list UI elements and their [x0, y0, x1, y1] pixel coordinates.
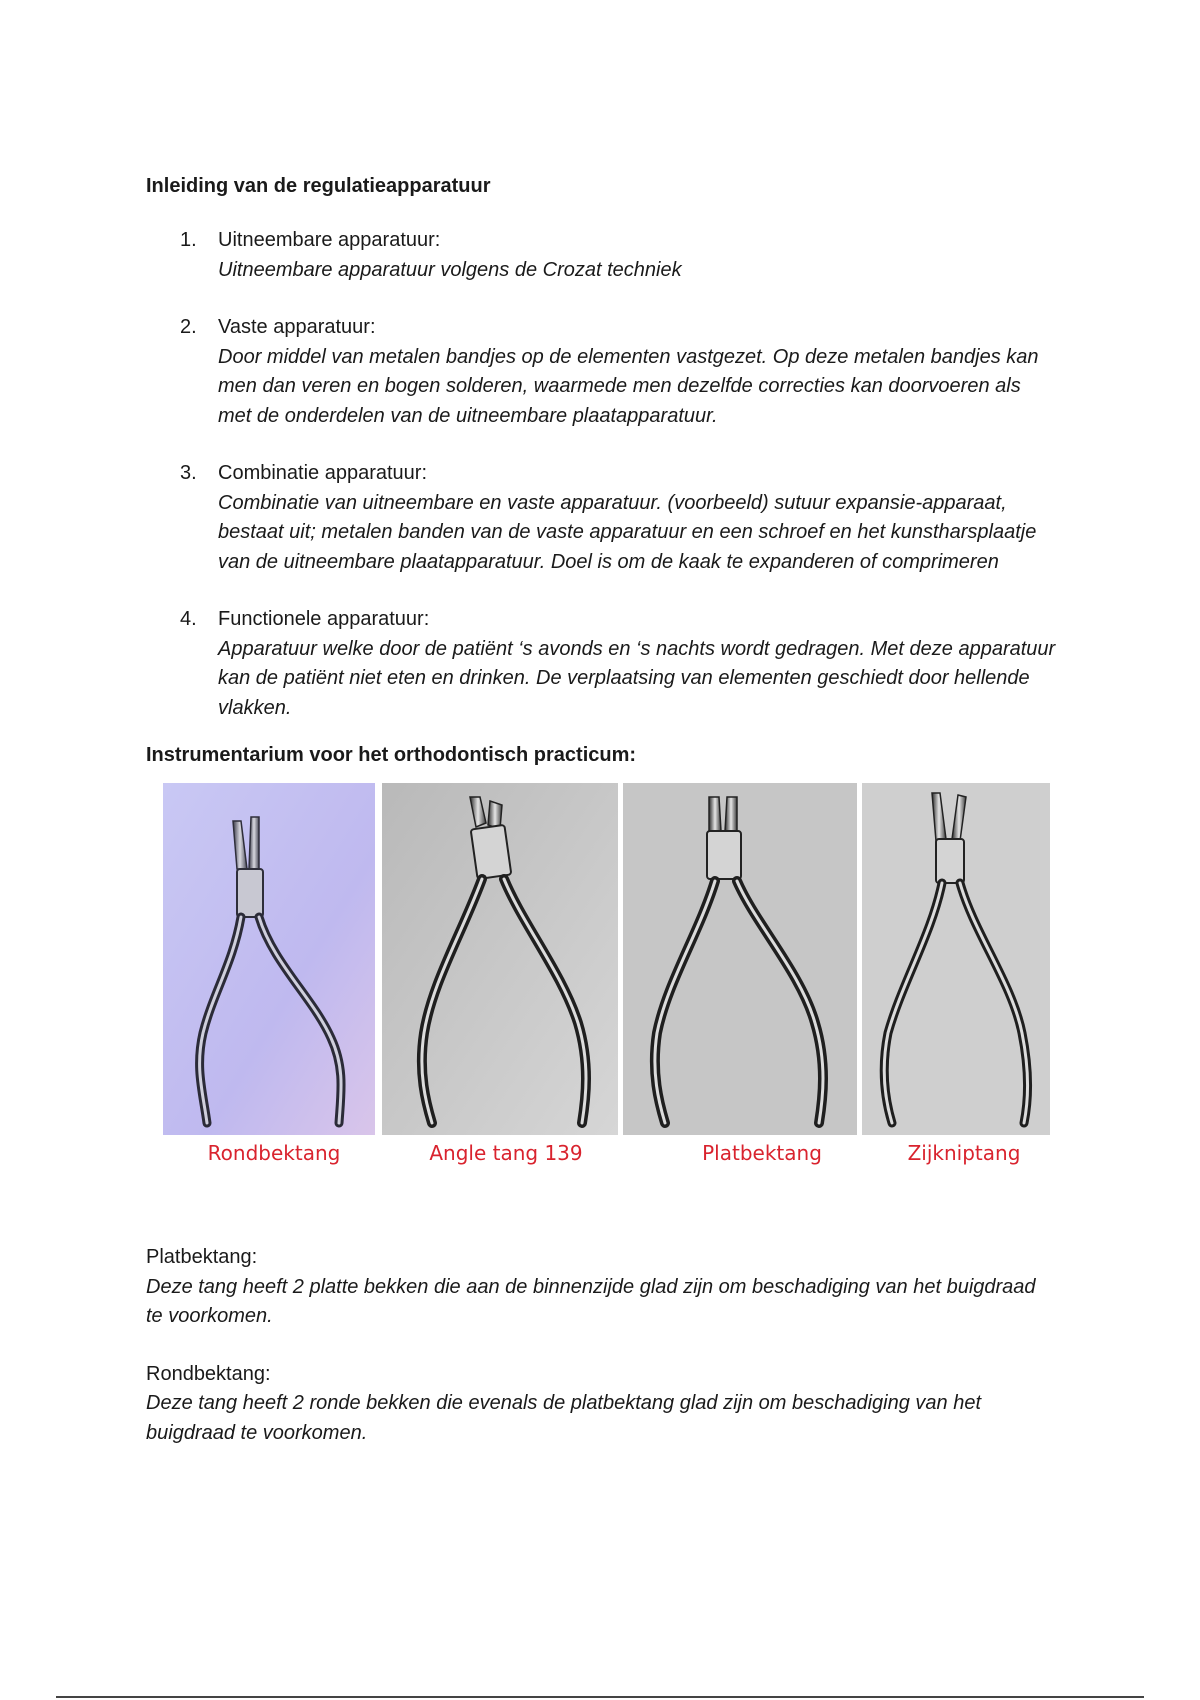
definition-title: Rondbektang:: [146, 1362, 271, 1385]
definition-text: Deze tang heeft 2 platte bekken die aan de binnenzijde glad zijn om beschadiging van het buigdraad te voorkomen.: [146, 1275, 1036, 1327]
caption-angle-tang: Angle tang 139: [429, 1141, 583, 1165]
caption-rondbektang: Rondbektang: [207, 1141, 341, 1165]
caption-zijkniptang: Zijkniptang: [907, 1141, 1021, 1165]
list-item-number: 2.: [180, 316, 197, 338]
definitions: [146, 1243, 1056, 1448]
list-item-label: Uitneembare apparatuur:: [218, 229, 441, 251]
angle-pliers-icon: [382, 783, 618, 1135]
definition-title: Platbektang:: [146, 1246, 258, 1268]
section-heading-instrumentarium: Instrumentarium voor het orthodontisch practicum:: [146, 744, 637, 766]
pliers-figure: [146, 783, 1056, 1163]
list-item-description: Combinatie van uitneembare en vaste apparatuur. (voorbeeld) sutuur expansie-apparaat, bestaat uit; metalen banden van de vaste apparatuur en een schroef en het kunstharsplaatje van de uitneembare plaatapparatuur. Doel is om de kaak te expanderen of comprimeren: [218, 491, 1037, 573]
definition-rondbektang: [146, 1360, 1056, 1449]
list-item-label: Functionele apparatuur:: [218, 608, 430, 630]
list-item-description: Apparatuur welke door de patiënt ‘s avonds en ‘s nachts wordt gedragen. Met deze apparatuur kan de patiënt niet eten en drinken. De verplaatsing van elementen geschiedt door hellende vlakken.: [218, 637, 1056, 719]
list-item-description: Door middel van metalen bandjes op de elementen vastgezet. Op deze metalen bandjes kan men dan veren en bogen solderen, waarmede men dezelfde correcties kan doorvoeren als met de onderdelen van de uitneembare plaatapparatuur.: [218, 345, 1039, 427]
definition-platbektang: [146, 1243, 1056, 1332]
definition-text: Deze tang heeft 2 ronde bekken die evenals de platbektang glad zijn om beschadiging van het buigdraad te voorkomen.: [146, 1392, 982, 1444]
list-item-number: 1.: [180, 229, 197, 251]
list-item: [146, 226, 1056, 285]
round-nose-pliers-icon: [163, 783, 375, 1135]
list-item-number: 4.: [180, 608, 197, 630]
list-item: [146, 313, 1056, 431]
section-heading-regulatieapparatuur: Inleiding van de regulatieapparatuur: [146, 175, 491, 197]
side-cutter-pliers-icon: [862, 783, 1050, 1135]
list-item-number: 3.: [180, 462, 197, 484]
list-item-label: Vaste apparatuur:: [218, 316, 376, 338]
flat-nose-pliers-icon: [623, 783, 857, 1135]
page-bottom-divider: [56, 1696, 1144, 1698]
list-item-description: Uitneembare apparatuur volgens de Crozat techniek: [218, 258, 682, 281]
list-item: [146, 605, 1056, 723]
document-page: [146, 172, 1056, 1476]
apparatus-list: [146, 226, 1056, 723]
list-item: [146, 459, 1056, 577]
list-item-label: Combinatie apparatuur:: [218, 462, 428, 484]
caption-platbektang: Platbektang: [702, 1141, 822, 1165]
